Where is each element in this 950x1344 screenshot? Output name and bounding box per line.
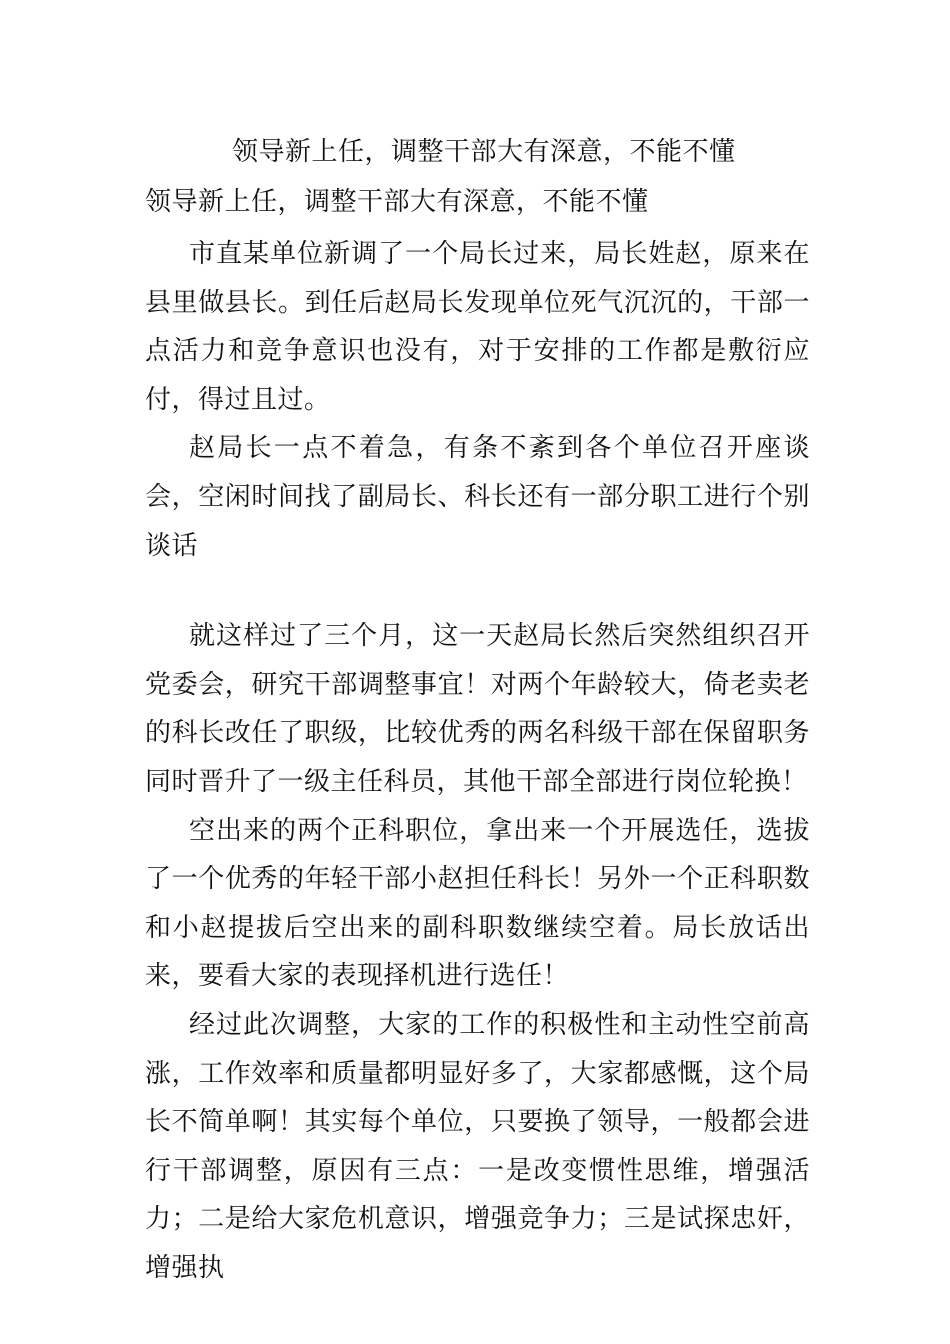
paragraph-5: 经过此次调整，大家的工作的积极性和主动性空前高涨，工作效率和质量都明显好多了，大家都感慨，这个局长不简单啊！其实每个单位，只要换了领导，一般都会进行干部调整，原因有三点：一是改变惯性思维，增强活力；二是给大家危机意识，增强竞争力；三是试探忠奸，增强执 (145, 1009, 810, 1283)
document-subtitle: 领导新上任，调整干部大有深意，不能不懂 (145, 187, 649, 217)
document-body (145, 230, 810, 1292)
paragraph-2: 赵局长一点不着急，有条不紊到各个单位召开座谈会，空闲时间找了副局长、科长还有一部分职工进行个别谈话 (145, 433, 810, 561)
paragraph-3: 就这样过了三个月，这一天赵局长然后突然组织召开党委会，研究干部调整事宜！对两个年龄较大，倚老卖老的科长改任了职级，比较优秀的两名科级干部在保留职务同时晋升了一级主任科员，其他干部全部进行岗位轮换！ (145, 621, 810, 797)
paragraph-1: 市直某单位新调了一个局长过来，局长姓赵，原来在县里做县长。到任后赵局长发现单位死气沉沉的，干部一点活力和竞争意识也没有，对于安排的工作都是敷衍应付，得过且过。 (145, 239, 810, 415)
paragraph-4: 空出来的两个正科职位，拿出来一个开展选任，选拔了一个优秀的年轻干部小赵担任科长！另外一个正科职数和小赵提拔后空出来的副科职数继续空着。局长放话出来，要看大家的表现择机进行选任！ (145, 815, 810, 992)
document-title: 领导新上任，调整干部大有深意，不能不懂 (232, 137, 736, 167)
